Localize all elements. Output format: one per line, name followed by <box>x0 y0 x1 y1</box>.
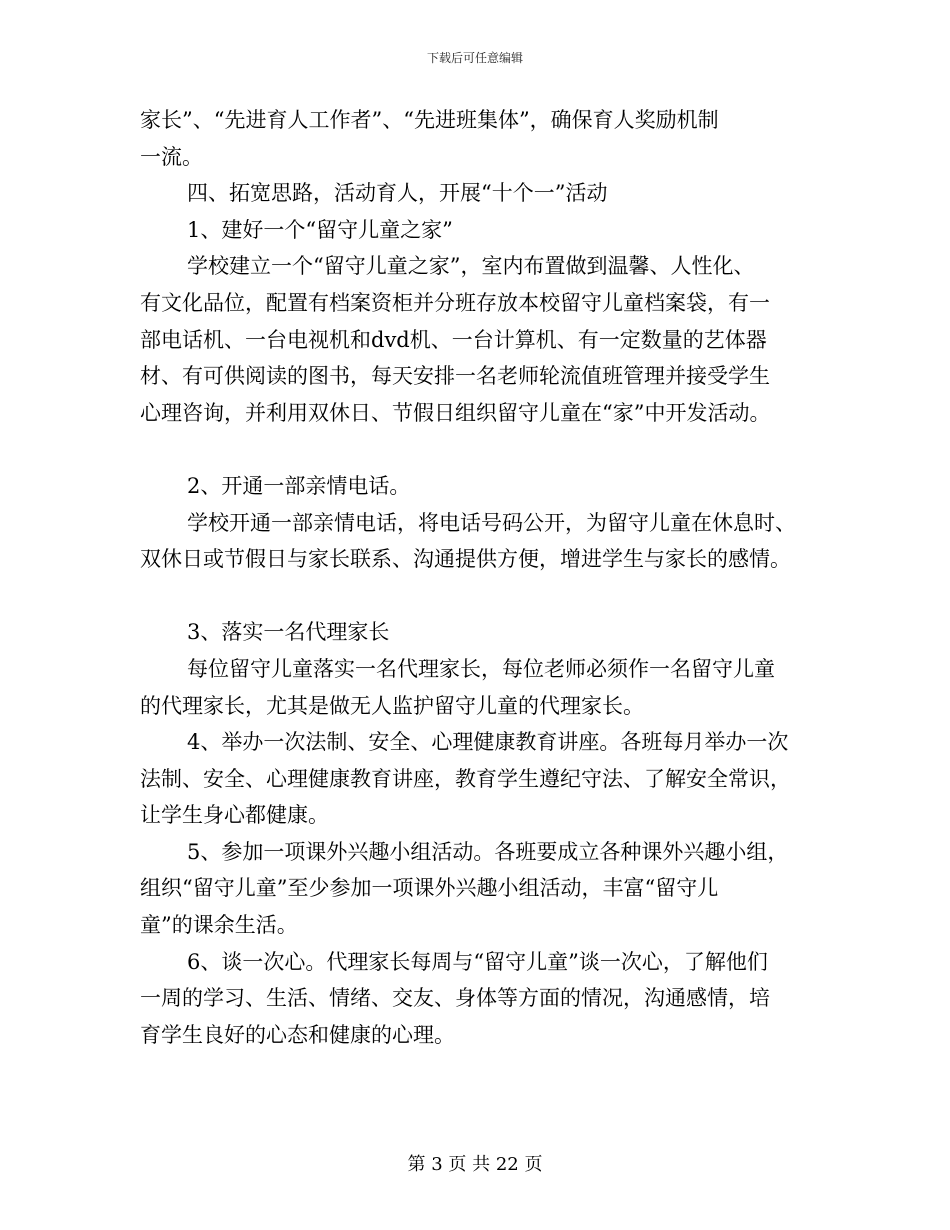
paragraph-line: 组织“留守儿童”至少参加一项课外兴趣小组活动，丰富“留守儿 <box>140 876 719 901</box>
paragraph-line: 学校建立一个“留守儿童之家”，室内布置做到温馨、人性化、 <box>187 254 755 279</box>
paragraph-line: 家长”、“先进育人工作者”、“先进班集体”，确保育人奖励机制 <box>140 108 719 132</box>
page-header: 下载后可任意编辑 <box>426 51 523 65</box>
paragraph-line: 6、谈一次心。代理家长每周与“留守儿童”谈一次心，了解他们 <box>187 949 768 974</box>
paragraph-line: 有文化品位，配置有档案资柜并分班存放本校留守儿童档案袋，有一 <box>140 290 770 315</box>
blank-line <box>140 431 812 468</box>
paragraph-line: 1、建好一个“留守儿童之家” <box>187 217 453 242</box>
paragraph-line: 材、有可供阅读的图书，每天安排一名老师轮流值班管理并接受学生 <box>140 364 770 389</box>
paragraph-line: 双休日或节假日与家长联系、沟通提供方便，增进学生与家长的感情。 <box>140 547 791 572</box>
document-body <box>140 102 812 1053</box>
paragraph-line: 育学生良好的心态和健康的心理。 <box>140 1022 455 1047</box>
blank-line <box>140 578 812 615</box>
paragraph-line: 3、落实一名代理家长 <box>187 620 390 645</box>
page-number-footer: 第 3 页 共 22 页 <box>407 1154 543 1175</box>
paragraph-line: 四、拓宽思路，活动育人，开展“十个一”活动 <box>187 181 608 206</box>
paragraph-line: 每位留守儿童落实一名代理家长，每位老师必须作一名留守儿童 <box>187 656 775 681</box>
paragraph-line: 4、举办一次法制、安全、心理健康教育讲座。各班每月举办一次 <box>187 730 789 755</box>
paragraph-line: 部电话机、一台电视机和dvd机、一台计算机、有一定数量的艺体器 <box>140 327 767 352</box>
paragraph-line: 童”的课余生活。 <box>140 913 298 938</box>
paragraph-line: 2、开通一部亲情电话。 <box>187 473 411 498</box>
paragraph-line: 5、参加一项课外兴趣小组活动。各班要成立各种课外兴趣小组， <box>187 839 789 864</box>
paragraph-line: 学校开通一部亲情电话，将电话号码公开，为留守儿童在休息时、 <box>187 510 796 535</box>
paragraph-line: 心理咨询，并利用双休日、节假日组织留守儿童在“家”中开发活动。 <box>140 400 771 425</box>
paragraph-line: 一流。 <box>140 144 203 169</box>
paragraph-line: 法制、安全、心理健康教育讲座，教育学生遵纪守法、了解安全常识， <box>140 766 791 791</box>
paragraph-line: 的代理家长，尤其是做无人监护留守儿童的代理家长。 <box>140 693 644 718</box>
paragraph-line: 让学生身心都健康。 <box>140 803 329 828</box>
paragraph-line: 一周的学习、生活、情绪、交友、身体等方面的情况，沟通感情，培 <box>140 986 770 1011</box>
